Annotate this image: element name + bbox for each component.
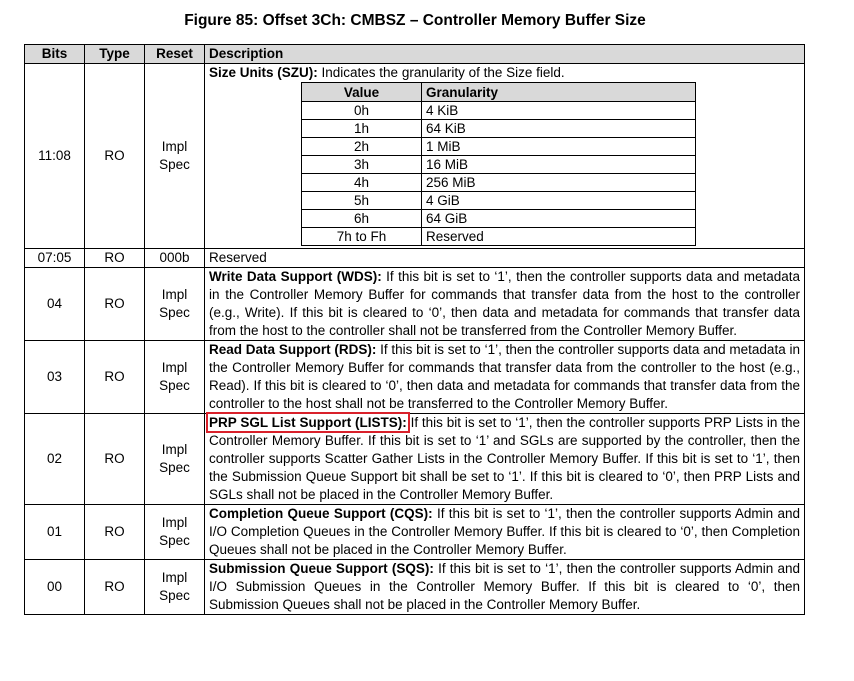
header-type: Type: [85, 45, 145, 64]
figure-title: Figure 85: Offset 3Ch: CMBSZ – Controller Memory Buffer Size: [184, 12, 646, 29]
type-cell: RO: [85, 249, 145, 268]
granularity-row: [302, 120, 696, 138]
field-text: If this bit is set to ‘1’, then the controller supports Admin and I/O Submission Queues in the Controller Memory Buffer. If this bit is cleared to ‘0’, then Submission Queues shall not be placed in the Controller Memory Buffer.: [209, 561, 800, 612]
granularity-cell: 1 MiB: [422, 138, 696, 156]
description-cell: [205, 64, 805, 249]
value-cell: 1h: [302, 120, 422, 138]
reset-cell: Impl Spec: [145, 268, 205, 341]
type-cell: RO: [85, 341, 145, 414]
granularity-cell: 64 GiB: [422, 210, 696, 228]
bits-cell: 07:05: [25, 249, 85, 268]
row-wds: [25, 268, 805, 341]
type-cell: RO: [85, 560, 145, 615]
register-table: [24, 44, 805, 615]
value-cell: 2h: [302, 138, 422, 156]
description-cell: [205, 341, 805, 414]
field-text: If this bit is set to ‘1’, then the controller supports Admin and I/O Completion Queues in the Controller Memory Buffer. If this bit is cleared to ‘0’, then Completion Queues shall not be placed in the Controller Memory Buffer.: [209, 506, 800, 557]
reset-cell: Impl Spec: [145, 414, 205, 505]
value-cell: 3h: [302, 156, 422, 174]
reset-cell: Impl Spec: [145, 505, 205, 560]
granularity-row: [302, 156, 696, 174]
type-cell: RO: [85, 64, 145, 249]
granularity-row: [302, 210, 696, 228]
value-cell: 4h: [302, 174, 422, 192]
bits-cell: 11:08: [25, 64, 85, 249]
description-cell: [205, 268, 805, 341]
bits-cell: 02: [25, 414, 85, 505]
description-cell: [205, 414, 805, 505]
granularity-cell: 4 KiB: [422, 102, 696, 120]
type-cell: RO: [85, 505, 145, 560]
granularity-row: [302, 228, 696, 246]
description-cell: [205, 505, 805, 560]
granularity-cell: 16 MiB: [422, 156, 696, 174]
header-row: [25, 45, 805, 64]
bits-cell: 04: [25, 268, 85, 341]
row-szu: [25, 64, 805, 249]
row-cqs: [25, 505, 805, 560]
header-bits: Bits: [25, 45, 85, 64]
value-cell: 7h to Fh: [302, 228, 422, 246]
description-cell: Reserved: [205, 249, 805, 268]
field-label: Submission Queue Support (SQS):: [209, 561, 434, 576]
granularity-table: [301, 82, 696, 246]
granularity-cell: 4 GiB: [422, 192, 696, 210]
field-text: If this bit is set to ‘1’, then the controller supports data and metadata in the Controller Memory Buffer for commands that transfer data from the controller to the host (e.g., Read). If this bit is cleared to ‘0’, then data and metadata for commands that transfer data from the controller to the host shall not be transferred to the Controller Memory Buffer.: [209, 342, 800, 411]
header-description: Description: [205, 45, 805, 64]
row-sqs: [25, 560, 805, 615]
granularity-row: [302, 138, 696, 156]
field-text: If this bit is set to ‘1’, then the controller supports data and metadata in the Controller Memory Buffer for commands that transfer data from the host to the controller (e.g., Write). If this bit is cleared to ‘0’, then data and metadata for commands that transfer data from the host to the controller shall not be transferred from the Controller Memory Buffer.: [209, 269, 800, 338]
reset-cell: 000b: [145, 249, 205, 268]
bits-cell: 01: [25, 505, 85, 560]
granularity-row: [302, 192, 696, 210]
header-reset: Reset: [145, 45, 205, 64]
type-cell: RO: [85, 268, 145, 341]
row-rds: [25, 341, 805, 414]
bits-cell: 00: [25, 560, 85, 615]
granularity-row: [302, 102, 696, 120]
row-lists: [25, 414, 805, 505]
row-reserved: [25, 249, 805, 268]
granularity-row: [302, 174, 696, 192]
reset-cell: Impl Spec: [145, 64, 205, 249]
field-label: Write Data Support (WDS):: [209, 269, 382, 284]
granularity-cell: 64 KiB: [422, 120, 696, 138]
value-cell: 0h: [302, 102, 422, 120]
field-label: Size Units (SZU):: [209, 65, 318, 80]
granularity-cell: 256 MiB: [422, 174, 696, 192]
granularity-cell: Reserved: [422, 228, 696, 246]
reset-cell: Impl Spec: [145, 560, 205, 615]
field-text: If this bit is set to ‘1’, then the controller supports PRP Lists in the Controller Memory Buffer. If this bit is set to ‘1’ and SGLs are supported by the controller, then the controller supports Scatter Gather Lists in the Controller Memory Buffer. If this bit is set to ‘1’, then the Submission Queue Support bit shall be set to ‘1’. If this bit is cleared to ‘0’, then PRP Lists and SGLs shall not be placed in the Controller Memory Buffer.: [209, 415, 800, 502]
field-label: Read Data Support (RDS):: [209, 342, 377, 357]
granularity-header-value: Value: [302, 83, 422, 102]
field-label: Completion Queue Support (CQS):: [209, 506, 433, 521]
granularity-header-granularity: Granularity: [422, 83, 696, 102]
description-cell: [205, 560, 805, 615]
bits-cell: 03: [25, 341, 85, 414]
reset-cell: Impl Spec: [145, 341, 205, 414]
value-cell: 5h: [302, 192, 422, 210]
highlighted-field-label: PRP SGL List Support (LISTS):: [209, 415, 407, 430]
value-cell: 6h: [302, 210, 422, 228]
type-cell: RO: [85, 414, 145, 505]
field-text: Indicates the granularity of the Size field.: [317, 65, 565, 80]
